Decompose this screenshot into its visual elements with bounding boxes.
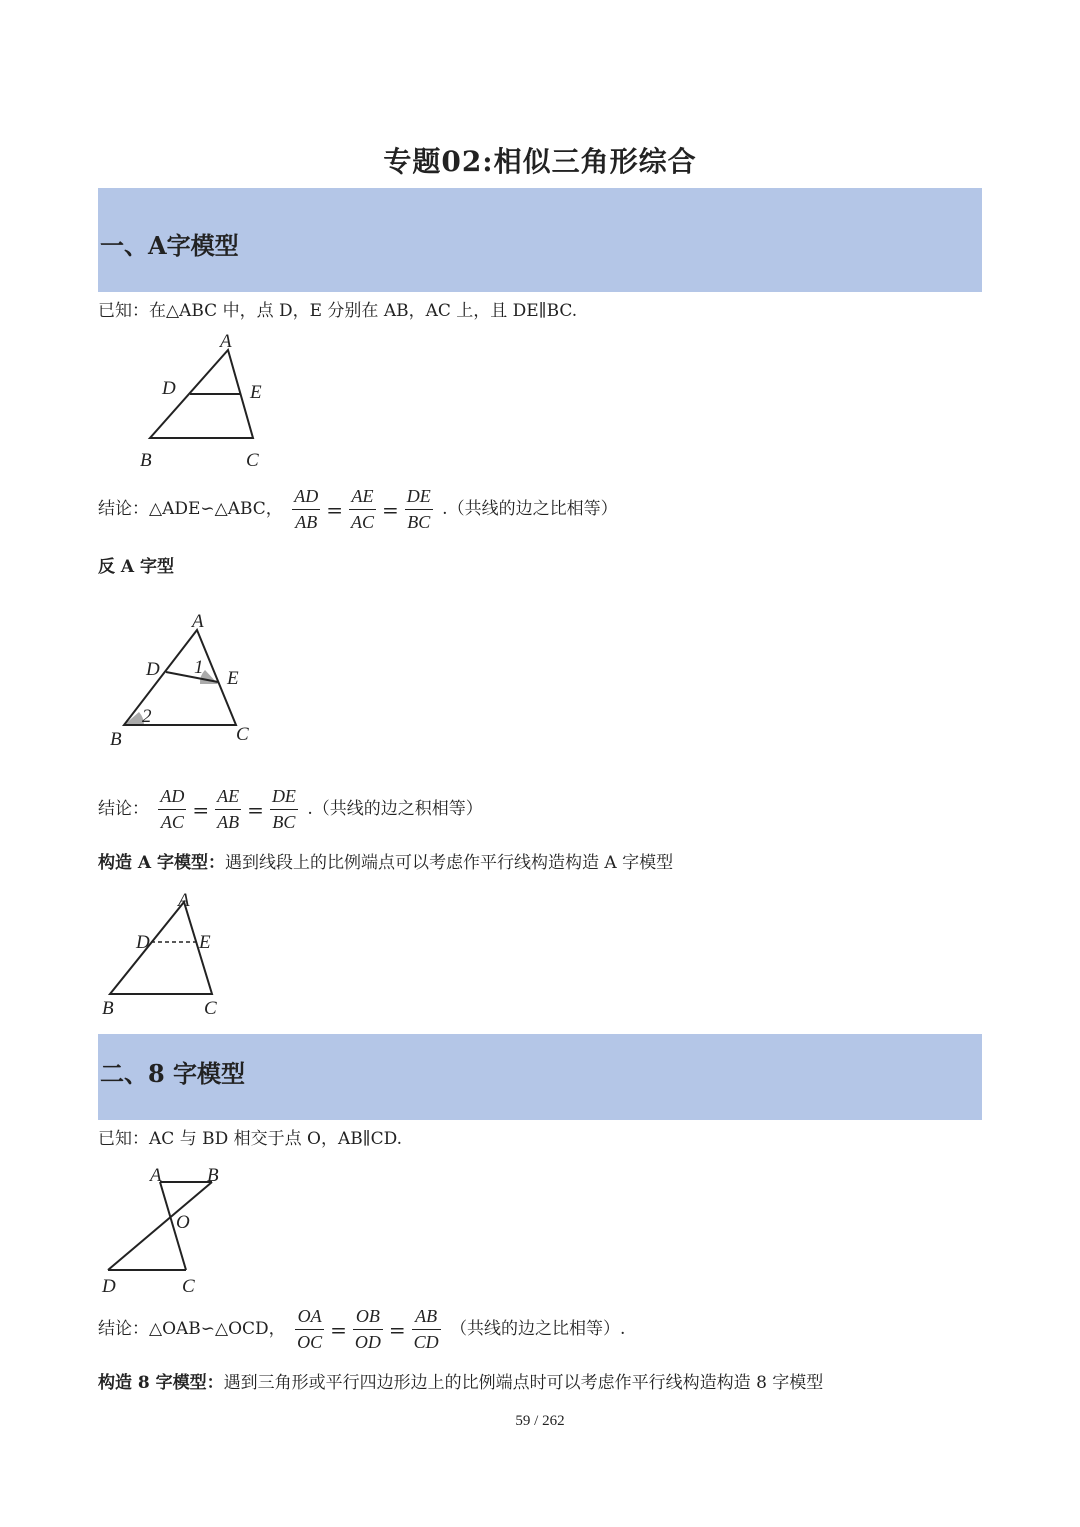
label-c: C bbox=[246, 450, 259, 471]
figure-reverse-a-model bbox=[108, 612, 278, 752]
section-8-model-heading: 二、8 字模型 bbox=[100, 1059, 246, 1088]
page-title: 专题02:相似三角形综合 bbox=[383, 145, 697, 178]
construct-8-text: 遇到三角形或平行四边形边上的比例端点时可以考虑作平行线构造构造 8 字模型 bbox=[223, 1373, 824, 1393]
fraction-denominator: AC bbox=[350, 512, 374, 532]
label-d: D bbox=[136, 932, 150, 953]
section-a-model-header bbox=[98, 188, 982, 292]
label-c: C bbox=[182, 1276, 195, 1297]
given-text-a: 已知：在△ABC 中，点 D，E 分别在 AB，AC 上，且 DE∥BC. bbox=[98, 301, 578, 321]
label-e: E bbox=[199, 932, 211, 953]
construct-a-model bbox=[98, 848, 673, 873]
angle-2-arc bbox=[124, 712, 144, 725]
section-a-model-heading: 一、A字模型 bbox=[100, 231, 239, 260]
segment-bd bbox=[108, 1182, 212, 1270]
label-c: C bbox=[236, 724, 249, 745]
fraction-denominator: OD bbox=[354, 1332, 381, 1352]
label-e: E bbox=[250, 382, 262, 403]
label-d: D bbox=[102, 1276, 116, 1297]
fraction-denominator: AB bbox=[295, 512, 318, 532]
equals-sign: = bbox=[192, 797, 210, 822]
fraction-ae-ab bbox=[215, 786, 241, 833]
conclusion-a-prefix: 结论：△ADE∽△ABC， bbox=[98, 499, 283, 519]
conclusion-8-model bbox=[98, 1306, 625, 1353]
fraction-denominator: CD bbox=[413, 1332, 439, 1352]
fraction-denominator: BC bbox=[272, 812, 296, 832]
label-a: A bbox=[192, 611, 204, 632]
conclusion-8-suffix: （共线的边之比相等）. bbox=[450, 1319, 626, 1339]
fraction-numerator: DE bbox=[270, 786, 298, 810]
section-8-model-header bbox=[98, 1034, 982, 1120]
page-number: 59 / 262 bbox=[515, 1413, 565, 1429]
fraction-numerator: AB bbox=[412, 1306, 441, 1330]
given-text-8: 已知：AC 与 BD 相交于点 O，AB∥CD. bbox=[98, 1129, 403, 1149]
fraction-numerator: OB bbox=[353, 1306, 383, 1330]
construct-8-model bbox=[98, 1368, 823, 1393]
conclusion-a-model bbox=[98, 486, 618, 533]
equals-sign: = bbox=[330, 1317, 347, 1342]
triangle-abc-reverse bbox=[124, 630, 236, 725]
label-a: A bbox=[220, 331, 232, 352]
fraction-numerator: OA bbox=[295, 1306, 324, 1330]
reverse-a-heading: 反 A 字型 bbox=[98, 557, 175, 577]
construct-8-label: 构造 8 字模型： bbox=[98, 1373, 224, 1393]
label-angle-2: 2 bbox=[142, 706, 152, 727]
conclusion-a-suffix: .（共线的边之比相等） bbox=[442, 499, 618, 519]
fraction-ob-od bbox=[353, 1306, 383, 1353]
construct-a-text: 遇到线段上的比例端点可以考虑作平行线构造构造 A 字模型 bbox=[225, 853, 674, 873]
label-a: A bbox=[150, 1165, 162, 1186]
fraction-numerator: DE bbox=[405, 486, 433, 510]
conclusion-reverse-suffix: .（共线的边之积相等） bbox=[307, 799, 483, 819]
conclusion-8-prefix: 结论：△OAB∽△OCD， bbox=[98, 1319, 286, 1339]
label-d: D bbox=[146, 659, 160, 680]
label-e: E bbox=[227, 668, 239, 689]
label-o: O bbox=[176, 1212, 190, 1233]
conclusion-reverse-prefix: 结论： bbox=[98, 799, 149, 819]
label-b: B bbox=[110, 729, 122, 750]
fraction-numerator: AD bbox=[158, 786, 186, 810]
figure-8-model bbox=[100, 1162, 250, 1297]
label-c: C bbox=[204, 998, 217, 1019]
fraction-denominator: BC bbox=[407, 512, 431, 532]
label-b: B bbox=[102, 998, 114, 1019]
label-d: D bbox=[162, 378, 176, 399]
fraction-numerator: AD bbox=[292, 486, 320, 510]
label-b: B bbox=[207, 1165, 219, 1186]
label-angle-1: 1 bbox=[194, 657, 204, 678]
fraction-denominator: AB bbox=[217, 812, 240, 832]
figure-construct-a-model bbox=[100, 888, 250, 1018]
equals-sign: = bbox=[326, 497, 343, 522]
fraction-denominator: OC bbox=[297, 1332, 323, 1352]
triangle-abc-construct bbox=[110, 902, 212, 994]
fraction-ae-ac bbox=[349, 486, 376, 533]
figure-a-model bbox=[140, 330, 320, 470]
fraction-denominator: AC bbox=[160, 812, 184, 832]
label-a: A bbox=[178, 890, 190, 911]
fraction-ab-cd bbox=[412, 1306, 441, 1353]
fraction-de-bc bbox=[270, 786, 298, 833]
fraction-ad-ac bbox=[158, 786, 186, 833]
label-b: B bbox=[140, 450, 152, 471]
fraction-oa-oc bbox=[295, 1306, 324, 1353]
construct-a-label: 构造 A 字模型： bbox=[98, 853, 226, 873]
equals-sign: = bbox=[388, 1317, 406, 1342]
fraction-numerator: AE bbox=[215, 786, 241, 810]
fraction-numerator: AE bbox=[349, 486, 376, 510]
conclusion-reverse-a-model bbox=[98, 786, 483, 833]
equals-sign: = bbox=[247, 797, 264, 822]
fraction-de-bc bbox=[405, 486, 433, 533]
equals-sign: = bbox=[382, 497, 399, 522]
fraction-ad-ab bbox=[292, 486, 320, 533]
